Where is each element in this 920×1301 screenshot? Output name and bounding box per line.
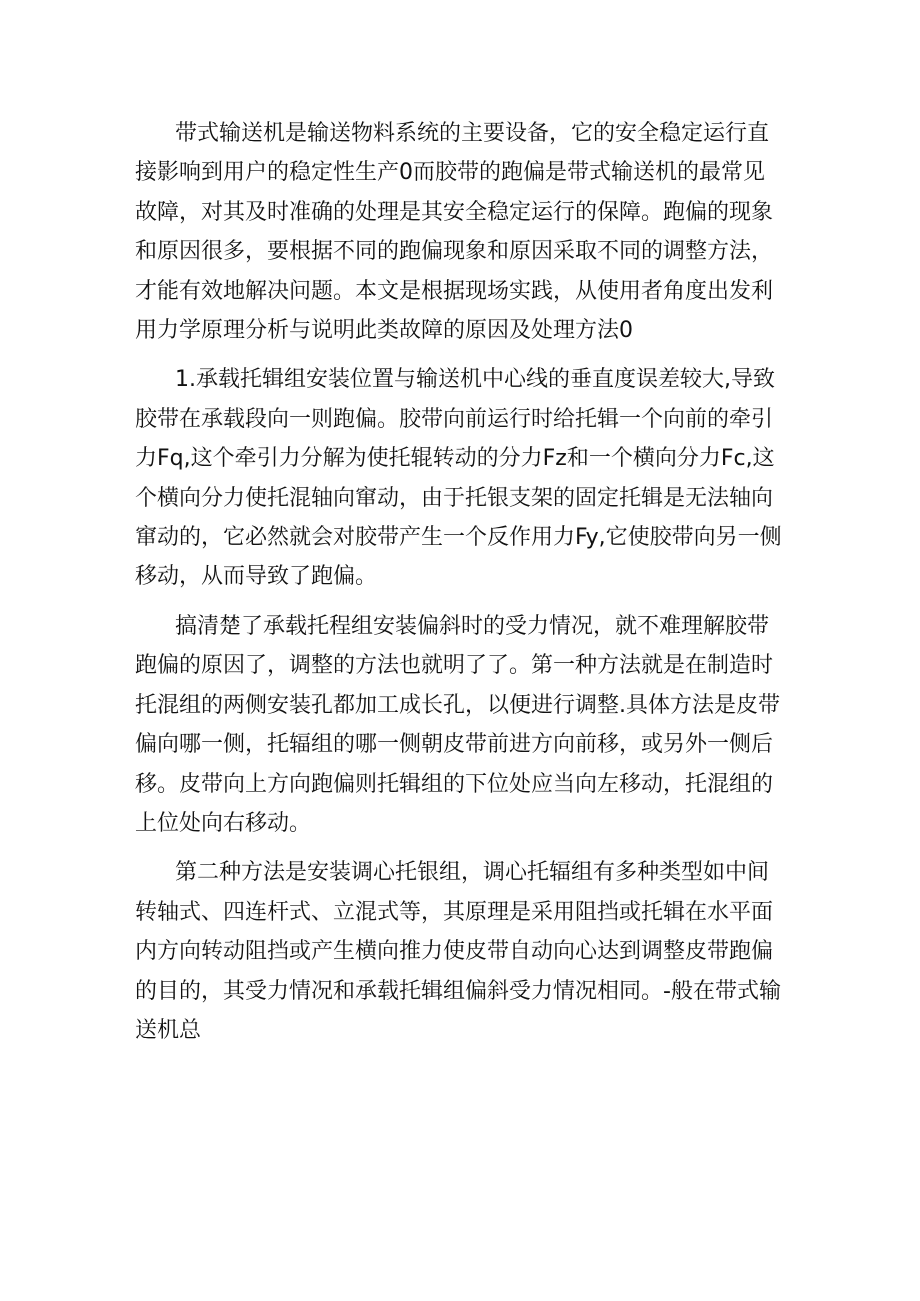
paragraph-intro: 带式输送机是输送物料系统的主要设备，它的安全稳定运行直接影响到用户的稳定性生产0而胶带的跑偏是带式输送机的最常见故障，对其及时准确的处理是其安全稳定运行的保障。跑偏的现象和原因很多，要根据不同的跑偏现象和原因采取不同的调整方法，才能有效地解决问题。本文是根据现场实践，从使用者角度出发利用力学原理分析与说明此类故障的原因及处理方法0	[135, 121, 774, 344]
paragraph-adjust-method-2: 第二种方法是安装调心托银组，调心托辐组有多种类型如中间转轴式、四连杆式、立混式等，其原理是采用阻挡或托辑在水平面内方向转动阻挡或产生横向推力使皮带自动向心达到调整皮带跑偏的目的，其受力情况和承载托辑组偏斜受力情况相同。-般在带式输送机总	[135, 860, 781, 1043]
paragraph-adjust-method-1: 搞清楚了承载托程组安装偏斜时的受力情况，就不难理解胶带跑偏的原因了，调整的方法也就明了了。第一种方法就是在制造时托混组的两侧安装孔都加工成长孔，以便进行调整.具体方法是皮带偏向哪一侧，托辐组的哪一侧朝皮带前进方向前移，或另外一侧后移。皮带向上方向跑偏则托辑组的下位处应当向左移动，托混组的上位处向右移动。	[135, 613, 780, 836]
paragraph-cause-1: 1.承载托辑组安装位置与输送机中心线的垂直度误差较大,导致胶带在承载段向一则跑偏。胶带向前运行时给托辑一个向前的牵引力Fq,这个牵引力分解为使托辊转动的分力Fz和一个横向分力Fc,这个横向分力使托混轴向窜动，由于托银支架的固定托辑是无法轴向窜动的，它必然就会对胶带产生一个反作用力Fy,它使胶带向另一侧移动，从而导致了跑偏。	[135, 367, 782, 590]
document-body	[135, 114, 785, 1050]
